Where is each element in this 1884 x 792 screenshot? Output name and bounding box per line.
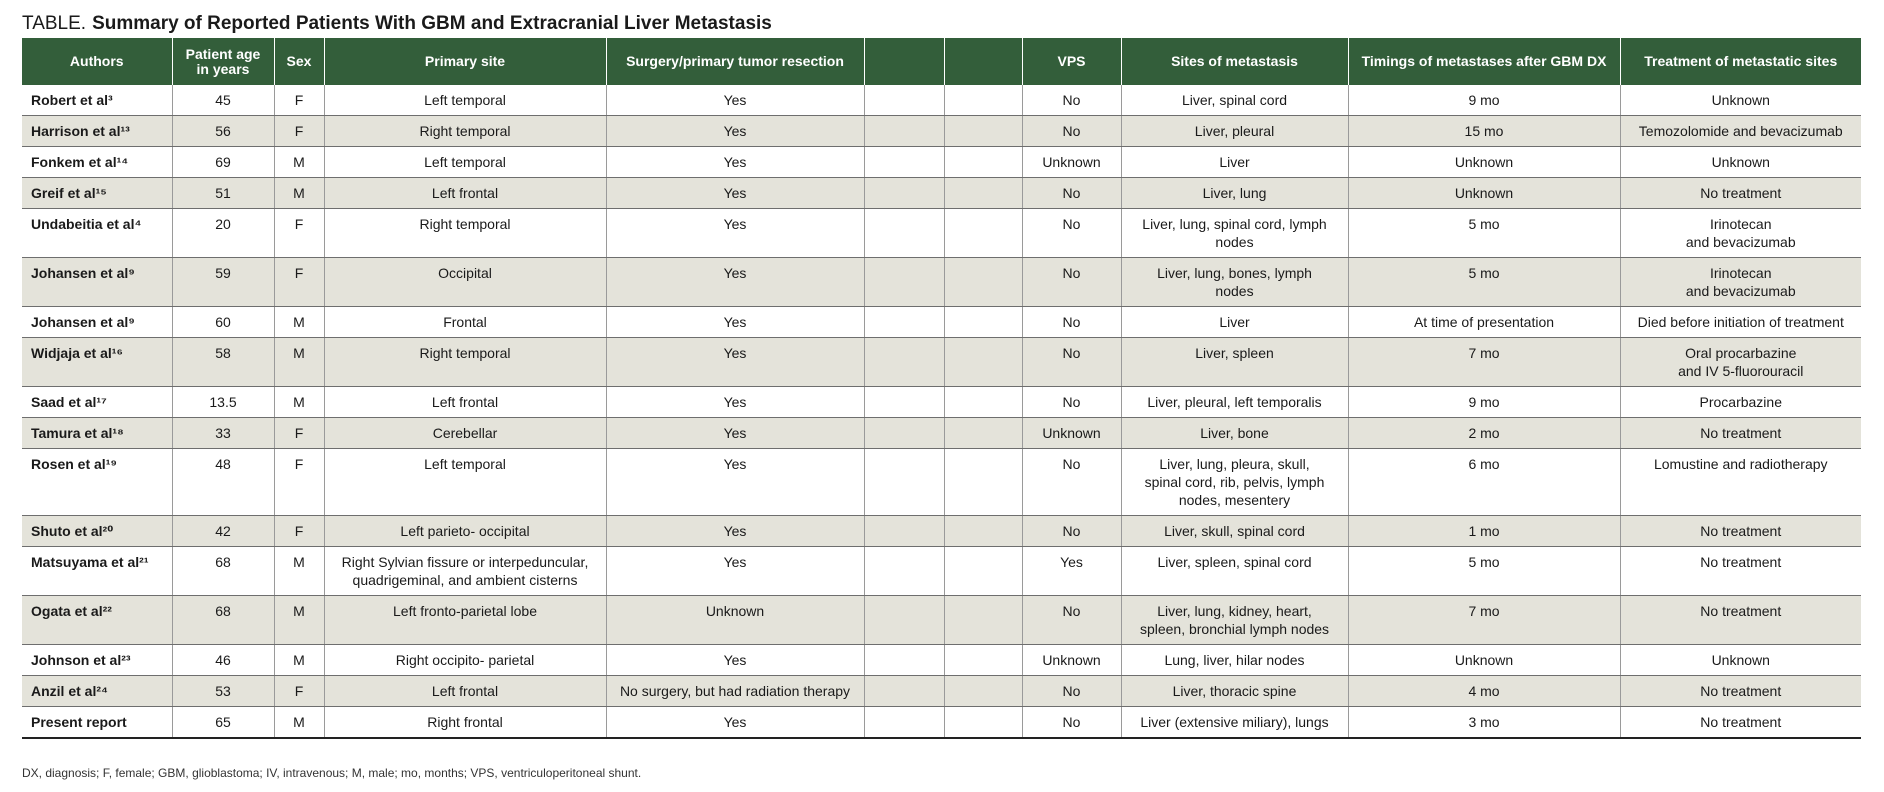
- author-cell: Harrison et al¹³: [22, 116, 172, 147]
- table-row: [22, 516, 1861, 547]
- table-cell: Yes: [606, 418, 864, 449]
- table-cell: Unknown: [1348, 178, 1620, 209]
- author-cell: Present report: [22, 707, 172, 739]
- table-cell: Yes: [606, 116, 864, 147]
- table-cell: [944, 547, 1022, 596]
- table-cell: [944, 516, 1022, 547]
- table-cell: M: [274, 338, 324, 387]
- table-cell: Yes: [606, 645, 864, 676]
- table-caption: [22, 13, 772, 35]
- column-header: Sex: [274, 38, 324, 85]
- table-cell: No treatment: [1620, 516, 1861, 547]
- table-cell: [944, 418, 1022, 449]
- table-cell: M: [274, 307, 324, 338]
- table-row: [22, 596, 1861, 645]
- table-row: [22, 449, 1861, 516]
- table-cell: [944, 338, 1022, 387]
- table-cell: Liver: [1121, 147, 1348, 178]
- author-cell: Johansen et al⁹: [22, 307, 172, 338]
- author-cell: Ogata et al²²: [22, 596, 172, 645]
- column-header: Primary site: [324, 38, 606, 85]
- table-cell: Yes: [606, 547, 864, 596]
- column-header: VPS: [1022, 38, 1121, 85]
- table-body: [22, 85, 1861, 738]
- column-header: [944, 38, 1022, 85]
- table-cell: Unknown: [1620, 645, 1861, 676]
- table-cell: F: [274, 676, 324, 707]
- table-cell: [864, 178, 944, 209]
- table-cell: [864, 258, 944, 307]
- table-cell: Liver, pleural, left temporalis: [1121, 387, 1348, 418]
- table-cell: Left temporal: [324, 85, 606, 116]
- table-row: [22, 116, 1861, 147]
- table-cell: [864, 116, 944, 147]
- table-cell: Liver: [1121, 307, 1348, 338]
- table-cell: [944, 596, 1022, 645]
- table-cell: [944, 676, 1022, 707]
- table-cell: 42: [172, 516, 274, 547]
- table-cell: Yes: [606, 209, 864, 258]
- table-cell: No: [1022, 116, 1121, 147]
- author-cell: Robert et al³: [22, 85, 172, 116]
- author-cell: Tamura et al¹⁸: [22, 418, 172, 449]
- caption-label: TABLE.: [22, 13, 87, 34]
- table-cell: Yes: [606, 516, 864, 547]
- table-row: [22, 676, 1861, 707]
- table-cell: No: [1022, 307, 1121, 338]
- column-header: Authors: [22, 38, 172, 85]
- table-cell: 5 mo: [1348, 258, 1620, 307]
- table-cell: Right frontal: [324, 707, 606, 739]
- table-cell: F: [274, 516, 324, 547]
- table-cell: [864, 387, 944, 418]
- column-header: Treatment of metastatic sites: [1620, 38, 1861, 85]
- table-cell: 9 mo: [1348, 85, 1620, 116]
- table-cell: No treatment: [1620, 707, 1861, 739]
- table-cell: Left fronto-parietal lobe: [324, 596, 606, 645]
- table-cell: No: [1022, 596, 1121, 645]
- table-row: [22, 85, 1861, 116]
- table-cell: [944, 258, 1022, 307]
- table-cell: 65: [172, 707, 274, 739]
- table-cell: Yes: [606, 387, 864, 418]
- column-header: Timings of metastases after GBM DX: [1348, 38, 1620, 85]
- table-cell: 59: [172, 258, 274, 307]
- table-cell: 46: [172, 645, 274, 676]
- table-cell: [944, 116, 1022, 147]
- table-cell: No: [1022, 338, 1121, 387]
- table-cell: Left frontal: [324, 178, 606, 209]
- table-cell: Died before initiation of treatment: [1620, 307, 1861, 338]
- table-cell: Cerebellar: [324, 418, 606, 449]
- table-cell: Liver, thoracic spine: [1121, 676, 1348, 707]
- table-cell: 58: [172, 338, 274, 387]
- table-cell: Irinotecan and bevacizumab: [1620, 209, 1861, 258]
- table-cell: Yes: [1022, 547, 1121, 596]
- table-cell: [944, 85, 1022, 116]
- table-cell: 53: [172, 676, 274, 707]
- table-cell: No treatment: [1620, 547, 1861, 596]
- table-cell: 48: [172, 449, 274, 516]
- table-cell: [944, 209, 1022, 258]
- table-cell: M: [274, 147, 324, 178]
- table-cell: M: [274, 707, 324, 739]
- table-cell: No treatment: [1620, 596, 1861, 645]
- table-cell: 13.5: [172, 387, 274, 418]
- table-cell: Procarbazine: [1620, 387, 1861, 418]
- table-cell: No: [1022, 178, 1121, 209]
- table-cell: Yes: [606, 258, 864, 307]
- table-cell: [944, 307, 1022, 338]
- table-row: [22, 338, 1861, 387]
- table-row: [22, 707, 1861, 739]
- table-cell: Liver, lung, bones, lymph nodes: [1121, 258, 1348, 307]
- table-cell: F: [274, 449, 324, 516]
- table-cell: No treatment: [1620, 676, 1861, 707]
- table-cell: [944, 645, 1022, 676]
- table-cell: [864, 676, 944, 707]
- author-cell: Fonkem et al¹⁴: [22, 147, 172, 178]
- table-cell: Frontal: [324, 307, 606, 338]
- author-cell: Matsuyama et al²¹: [22, 547, 172, 596]
- table-cell: Lung, liver, hilar nodes: [1121, 645, 1348, 676]
- table-cell: F: [274, 258, 324, 307]
- table-cell: 56: [172, 116, 274, 147]
- table-cell: 2 mo: [1348, 418, 1620, 449]
- table-row: [22, 307, 1861, 338]
- table-cell: F: [274, 418, 324, 449]
- table-cell: Lomustine and radiotherapy: [1620, 449, 1861, 516]
- table-cell: No treatment: [1620, 418, 1861, 449]
- table-cell: Liver, spinal cord: [1121, 85, 1348, 116]
- table-cell: [864, 707, 944, 739]
- table-cell: 60: [172, 307, 274, 338]
- table-cell: No: [1022, 85, 1121, 116]
- table-cell: [944, 707, 1022, 739]
- table-cell: F: [274, 209, 324, 258]
- table-cell: 51: [172, 178, 274, 209]
- table-cell: [944, 178, 1022, 209]
- table-cell: 69: [172, 147, 274, 178]
- header-row: [22, 38, 1861, 85]
- table-cell: [864, 85, 944, 116]
- table-cell: Unknown: [1022, 147, 1121, 178]
- table-cell: Right occipito- parietal: [324, 645, 606, 676]
- table-title: Summary of Reported Patients With GBM and Extracranial Liver Metastasis: [92, 13, 772, 34]
- table-cell: [864, 418, 944, 449]
- table-cell: [944, 449, 1022, 516]
- table-cell: Liver, lung, kidney, heart, spleen, bronchial lymph nodes: [1121, 596, 1348, 645]
- table-cell: 9 mo: [1348, 387, 1620, 418]
- table-cell: Unknown: [606, 596, 864, 645]
- table-cell: Left frontal: [324, 676, 606, 707]
- column-header: [864, 38, 944, 85]
- table-cell: No: [1022, 209, 1121, 258]
- table-cell: 15 mo: [1348, 116, 1620, 147]
- table-cell: Liver (extensive miliary), lungs: [1121, 707, 1348, 739]
- table-cell: 5 mo: [1348, 547, 1620, 596]
- table-cell: No: [1022, 516, 1121, 547]
- table-cell: Unknown: [1348, 147, 1620, 178]
- table-cell: Yes: [606, 147, 864, 178]
- table-cell: Yes: [606, 449, 864, 516]
- table-cell: 45: [172, 85, 274, 116]
- table-row: [22, 418, 1861, 449]
- table-cell: 1 mo: [1348, 516, 1620, 547]
- table-cell: [864, 307, 944, 338]
- table-cell: M: [274, 387, 324, 418]
- author-cell: Greif et al¹⁵: [22, 178, 172, 209]
- table-cell: Yes: [606, 707, 864, 739]
- table-cell: [864, 449, 944, 516]
- table-cell: [864, 547, 944, 596]
- column-header: Surgery/primary tumor resection: [606, 38, 864, 85]
- table-cell: M: [274, 178, 324, 209]
- table-cell: At time of presentation: [1348, 307, 1620, 338]
- table-cell: [864, 596, 944, 645]
- table-cell: Right temporal: [324, 338, 606, 387]
- metastasis-table: [22, 38, 1861, 739]
- author-cell: Widjaja et al¹⁶: [22, 338, 172, 387]
- table-cell: Left temporal: [324, 449, 606, 516]
- table-cell: Liver, bone: [1121, 418, 1348, 449]
- table-cell: 5 mo: [1348, 209, 1620, 258]
- table-cell: Occipital: [324, 258, 606, 307]
- table-cell: [944, 387, 1022, 418]
- table-cell: 7 mo: [1348, 596, 1620, 645]
- table-cell: M: [274, 547, 324, 596]
- table-cell: Liver, lung: [1121, 178, 1348, 209]
- column-header: Sites of metastasis: [1121, 38, 1348, 85]
- table-cell: Liver, lung, spinal cord, lymph nodes: [1121, 209, 1348, 258]
- table-cell: No treatment: [1620, 178, 1861, 209]
- table-cell: No: [1022, 707, 1121, 739]
- table-cell: 20: [172, 209, 274, 258]
- table-cell: Oral procarbazine and IV 5-fluorouracil: [1620, 338, 1861, 387]
- table-cell: Liver, spleen, spinal cord: [1121, 547, 1348, 596]
- table-cell: 6 mo: [1348, 449, 1620, 516]
- table-cell: M: [274, 596, 324, 645]
- table-cell: Unknown: [1022, 645, 1121, 676]
- table-cell: Left temporal: [324, 147, 606, 178]
- author-cell: Undabeitia et al⁴: [22, 209, 172, 258]
- table-cell: Temozolomide and bevacizumab: [1620, 116, 1861, 147]
- table-cell: 68: [172, 596, 274, 645]
- author-cell: Johansen et al⁹: [22, 258, 172, 307]
- author-cell: Johnson et al²³: [22, 645, 172, 676]
- table-cell: 4 mo: [1348, 676, 1620, 707]
- table-row: [22, 387, 1861, 418]
- table-cell: No: [1022, 676, 1121, 707]
- table-cell: Yes: [606, 307, 864, 338]
- table-cell: Liver, skull, spinal cord: [1121, 516, 1348, 547]
- table-cell: No: [1022, 258, 1121, 307]
- author-cell: Saad et al¹⁷: [22, 387, 172, 418]
- table-row: [22, 645, 1861, 676]
- author-cell: Anzil et al²⁴: [22, 676, 172, 707]
- table-cell: No: [1022, 449, 1121, 516]
- table-cell: [864, 516, 944, 547]
- table-cell: F: [274, 85, 324, 116]
- table-cell: Unknown: [1022, 418, 1121, 449]
- table-cell: No surgery, but had radiation therapy: [606, 676, 864, 707]
- footnote: DX, diagnosis; F, female; GBM, glioblastoma; IV, intravenous; M, male; mo, months; VPS, ventriculoperitoneal shunt.: [22, 766, 642, 780]
- table-cell: Irinotecan and bevacizumab: [1620, 258, 1861, 307]
- table-row: [22, 147, 1861, 178]
- table-cell: Yes: [606, 178, 864, 209]
- table-cell: Yes: [606, 338, 864, 387]
- table-cell: [944, 147, 1022, 178]
- table-cell: F: [274, 116, 324, 147]
- table-cell: Liver, lung, pleura, skull, spinal cord, rib, pelvis, lymph nodes, mesentery: [1121, 449, 1348, 516]
- table-cell: Unknown: [1620, 85, 1861, 116]
- table-cell: [864, 209, 944, 258]
- table-cell: Unknown: [1620, 147, 1861, 178]
- table-cell: Yes: [606, 85, 864, 116]
- table-cell: [864, 338, 944, 387]
- table-cell: 3 mo: [1348, 707, 1620, 739]
- table-cell: [864, 147, 944, 178]
- table-cell: Liver, spleen: [1121, 338, 1348, 387]
- author-cell: Rosen et al¹⁹: [22, 449, 172, 516]
- table-row: [22, 178, 1861, 209]
- table-cell: Left parieto- occipital: [324, 516, 606, 547]
- table-row: [22, 209, 1861, 258]
- table-cell: 68: [172, 547, 274, 596]
- table-cell: Right temporal: [324, 116, 606, 147]
- table-cell: Right Sylvian fissure or interpeduncular, quadrigeminal, and ambient cisterns: [324, 547, 606, 596]
- table-cell: Right temporal: [324, 209, 606, 258]
- table-cell: 7 mo: [1348, 338, 1620, 387]
- table-cell: Unknown: [1348, 645, 1620, 676]
- column-header: Patient age in years: [172, 38, 274, 85]
- table-cell: Left frontal: [324, 387, 606, 418]
- table-row: [22, 258, 1861, 307]
- table-cell: M: [274, 645, 324, 676]
- author-cell: Shuto et al²⁰: [22, 516, 172, 547]
- table-cell: [864, 645, 944, 676]
- table-cell: Liver, pleural: [1121, 116, 1348, 147]
- table-cell: No: [1022, 387, 1121, 418]
- table-row: [22, 547, 1861, 596]
- table-cell: 33: [172, 418, 274, 449]
